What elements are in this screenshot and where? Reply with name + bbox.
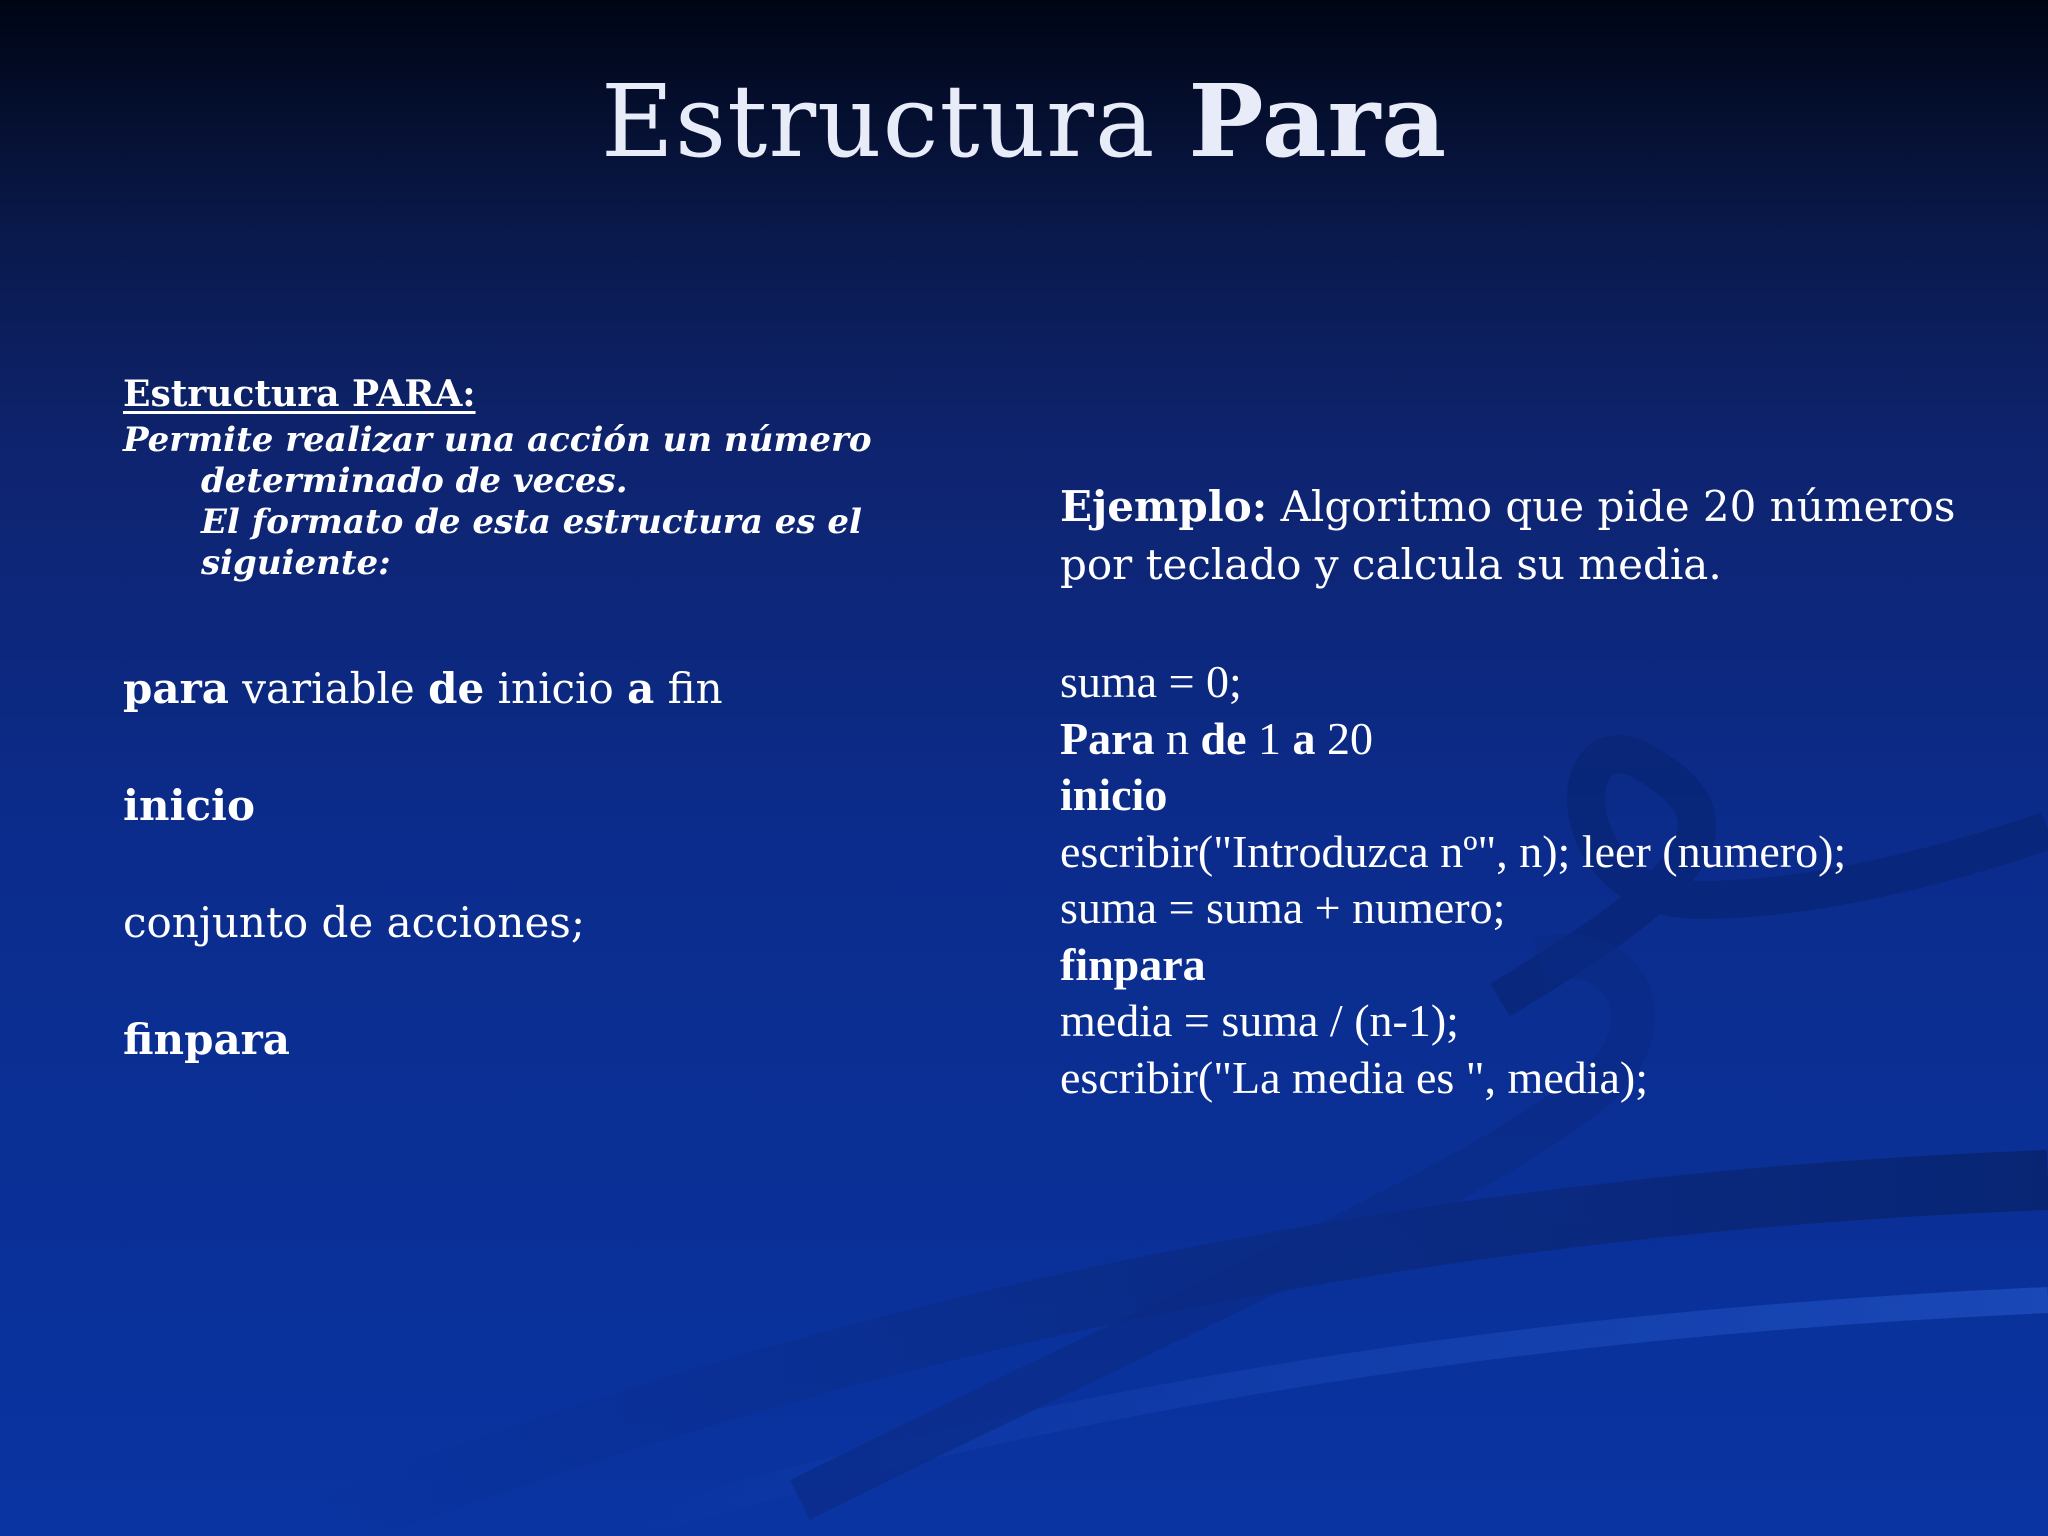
left-column bbox=[123, 368, 1003, 584]
structure-description bbox=[123, 420, 1003, 584]
code-line: inicio bbox=[1060, 769, 1168, 820]
slide-title-bold: Para bbox=[1188, 62, 1448, 180]
example-label: Ejemplo: bbox=[1060, 482, 1268, 531]
code-text: 1 bbox=[1246, 712, 1293, 764]
syntax-line-finpara: finpara bbox=[123, 1015, 290, 1064]
description-line: siguiente: bbox=[201, 543, 391, 583]
keyword-para: para bbox=[123, 664, 229, 713]
example-intro bbox=[1060, 478, 1955, 594]
syntax-line-para bbox=[123, 664, 723, 713]
example-intro-line: por teclado y calcula su media. bbox=[1060, 540, 1722, 589]
code-line bbox=[1060, 711, 1846, 768]
description-line: Permite realizar una acción un número bbox=[123, 420, 872, 460]
code-keyword: de bbox=[1200, 712, 1247, 764]
keyword-a: a bbox=[627, 664, 655, 713]
description-line: El formato de esta estructura es el bbox=[201, 502, 862, 542]
syntax-text: inicio bbox=[484, 664, 628, 713]
description-line: determinado de veces. bbox=[201, 461, 628, 501]
code-keyword: a bbox=[1292, 712, 1316, 764]
code-text: n bbox=[1154, 712, 1201, 764]
syntax-line-acciones: conjunto de acciones; bbox=[123, 898, 585, 947]
slide-title-normal: Estructura bbox=[600, 63, 1156, 180]
example-text: Algoritmo que pide 20 números bbox=[1267, 482, 1956, 531]
keyword-de: de bbox=[428, 664, 485, 713]
example-code bbox=[1060, 654, 1846, 1106]
code-line: media = suma / (n-1); bbox=[1060, 995, 1459, 1046]
code-line: escribir("Introduzca nº", n); leer (numero); bbox=[1060, 825, 1847, 877]
code-keyword: Para bbox=[1060, 712, 1155, 764]
code-line: escribir("La media es ", media); bbox=[1060, 1051, 1649, 1103]
code-line: suma = 0; bbox=[1060, 656, 1242, 707]
code-line: finpara bbox=[1060, 938, 1206, 990]
syntax-line-inicio: inicio bbox=[123, 781, 255, 830]
structure-heading: Estructura PARA: bbox=[123, 373, 476, 415]
slide-title bbox=[0, 62, 2048, 180]
syntax-text: fin bbox=[654, 664, 723, 713]
code-line: suma = suma + numero; bbox=[1060, 882, 1506, 933]
code-text: 20 bbox=[1315, 712, 1374, 764]
example-intro-line bbox=[1060, 478, 1955, 536]
syntax-text: variable bbox=[228, 664, 429, 713]
